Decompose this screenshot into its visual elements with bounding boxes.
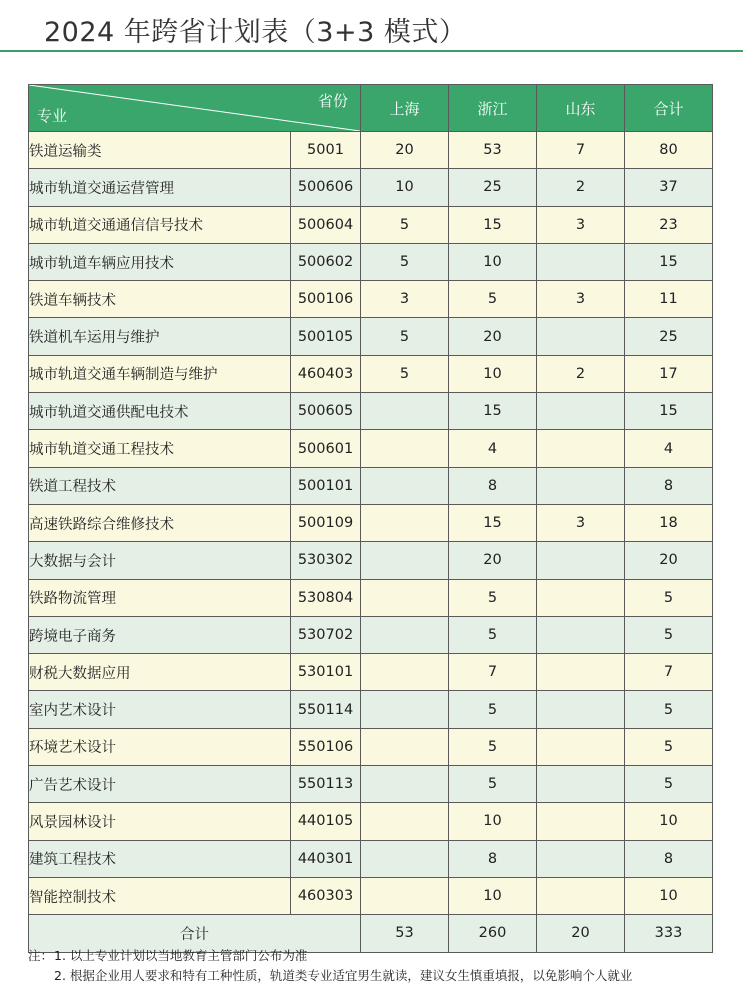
column-header-total: 合计	[625, 85, 713, 132]
column-header-shandong: 山东	[537, 85, 625, 132]
shandong-cell	[537, 654, 625, 691]
major-cell: 跨境电子商务	[29, 616, 291, 653]
province-code-cell: 500101	[291, 467, 361, 504]
province-code-cell: 550114	[291, 691, 361, 728]
major-cell: 城市轨道交通运营管理	[29, 169, 291, 206]
shandong-cell: 3	[537, 504, 625, 541]
zhejiang-cell: 5	[449, 616, 537, 653]
table-row	[29, 467, 713, 504]
total-zhejiang: 260	[449, 915, 537, 952]
row-total-cell: 8	[625, 467, 713, 504]
shanghai-cell: 5	[361, 355, 449, 392]
zhejiang-cell: 10	[449, 355, 537, 392]
total-row-label: 合计	[29, 915, 361, 952]
shanghai-cell	[361, 542, 449, 579]
zhejiang-cell: 8	[449, 467, 537, 504]
major-cell: 室内艺术设计	[29, 691, 291, 728]
major-cell: 铁道工程技术	[29, 467, 291, 504]
shanghai-cell	[361, 877, 449, 914]
column-header-zhejiang: 浙江	[449, 85, 537, 132]
province-code-cell: 500605	[291, 393, 361, 430]
grand-total: 333	[625, 915, 713, 952]
total-shandong: 20	[537, 915, 625, 952]
row-total-cell: 7	[625, 654, 713, 691]
table-row	[29, 169, 713, 206]
zhejiang-cell: 5	[449, 281, 537, 318]
major-axis-label: 专业	[37, 107, 68, 125]
shandong-cell	[537, 691, 625, 728]
major-cell: 大数据与会计	[29, 542, 291, 579]
row-total-cell: 25	[625, 318, 713, 355]
row-total-cell: 5	[625, 579, 713, 616]
zhejiang-cell: 20	[449, 318, 537, 355]
row-total-cell: 80	[625, 132, 713, 169]
row-total-cell: 5	[625, 766, 713, 803]
major-cell: 高速铁路综合维修技术	[29, 504, 291, 541]
shandong-cell	[537, 430, 625, 467]
table-row	[29, 803, 713, 840]
row-total-cell: 20	[625, 542, 713, 579]
province-code-cell: 530101	[291, 654, 361, 691]
row-total-cell: 11	[625, 281, 713, 318]
shandong-cell: 2	[537, 169, 625, 206]
note-item: 1. 以上专业计划以当地教育主管部门公布为准	[54, 948, 308, 963]
shanghai-cell	[361, 803, 449, 840]
major-cell: 城市轨道交通通信信号技术	[29, 206, 291, 243]
shandong-cell	[537, 616, 625, 653]
row-total-cell: 5	[625, 616, 713, 653]
table-row	[29, 654, 713, 691]
page-title: 2024 年跨省计划表（3+3 模式）	[44, 17, 467, 48]
table-row	[29, 877, 713, 914]
province-code-cell: 500109	[291, 504, 361, 541]
zhejiang-cell: 25	[449, 169, 537, 206]
shandong-cell	[537, 579, 625, 616]
diagonal-header-cell	[29, 85, 361, 132]
major-cell: 财税大数据应用	[29, 654, 291, 691]
shandong-cell	[537, 542, 625, 579]
shandong-cell	[537, 766, 625, 803]
shanghai-cell	[361, 654, 449, 691]
table-row	[29, 728, 713, 765]
shandong-cell	[537, 728, 625, 765]
shanghai-cell	[361, 467, 449, 504]
shanghai-cell: 5	[361, 206, 449, 243]
table-row	[29, 281, 713, 318]
major-cell: 风景园林设计	[29, 803, 291, 840]
shandong-cell: 3	[537, 206, 625, 243]
table-body	[29, 132, 713, 915]
zhejiang-cell: 10	[449, 877, 537, 914]
province-code-cell: 5001	[291, 132, 361, 169]
zhejiang-cell: 8	[449, 840, 537, 877]
shanghai-cell	[361, 579, 449, 616]
title-divider	[0, 50, 743, 52]
zhejiang-cell: 5	[449, 579, 537, 616]
plan-table	[28, 84, 713, 953]
row-total-cell: 4	[625, 430, 713, 467]
row-total-cell: 10	[625, 877, 713, 914]
major-cell: 建筑工程技术	[29, 840, 291, 877]
province-code-cell: 530804	[291, 579, 361, 616]
shandong-cell	[537, 877, 625, 914]
zhejiang-cell: 20	[449, 542, 537, 579]
province-code-cell: 440105	[291, 803, 361, 840]
shanghai-cell: 10	[361, 169, 449, 206]
province-axis-label: 省份	[317, 92, 348, 110]
major-cell: 环境艺术设计	[29, 728, 291, 765]
table-header-row	[29, 85, 713, 132]
row-total-cell: 37	[625, 169, 713, 206]
zhejiang-cell: 15	[449, 504, 537, 541]
major-cell: 城市轨道交通工程技术	[29, 430, 291, 467]
zhejiang-cell: 4	[449, 430, 537, 467]
table-row	[29, 318, 713, 355]
shandong-cell: 7	[537, 132, 625, 169]
zhejiang-cell: 5	[449, 728, 537, 765]
shanghai-cell	[361, 504, 449, 541]
total-shanghai: 53	[361, 915, 449, 952]
zhejiang-cell: 10	[449, 803, 537, 840]
table-row	[29, 132, 713, 169]
table-row	[29, 766, 713, 803]
province-code-cell: 460403	[291, 355, 361, 392]
province-code-cell: 460303	[291, 877, 361, 914]
zhejiang-cell: 15	[449, 206, 537, 243]
province-code-cell: 500105	[291, 318, 361, 355]
zhejiang-cell: 15	[449, 393, 537, 430]
province-code-cell: 530702	[291, 616, 361, 653]
notes-prefix: 注：	[28, 948, 54, 963]
zhejiang-cell: 5	[449, 766, 537, 803]
shanghai-cell	[361, 430, 449, 467]
table-row	[29, 355, 713, 392]
shanghai-cell: 5	[361, 243, 449, 280]
shanghai-cell	[361, 728, 449, 765]
row-total-cell: 15	[625, 393, 713, 430]
province-code-cell: 550106	[291, 728, 361, 765]
table-row	[29, 542, 713, 579]
zhejiang-cell: 5	[449, 691, 537, 728]
major-cell: 城市轨道车辆应用技术	[29, 243, 291, 280]
row-total-cell: 15	[625, 243, 713, 280]
major-cell: 城市轨道交通车辆制造与维护	[29, 355, 291, 392]
shanghai-cell	[361, 393, 449, 430]
province-code-cell: 440301	[291, 840, 361, 877]
row-total-cell: 18	[625, 504, 713, 541]
shanghai-cell: 5	[361, 318, 449, 355]
province-code-cell: 500602	[291, 243, 361, 280]
table-row	[29, 691, 713, 728]
row-total-cell: 5	[625, 728, 713, 765]
shanghai-cell: 3	[361, 281, 449, 318]
shandong-cell	[537, 803, 625, 840]
major-cell: 铁道运输类	[29, 132, 291, 169]
major-cell: 广告艺术设计	[29, 766, 291, 803]
province-code-cell: 500106	[291, 281, 361, 318]
shandong-cell	[537, 840, 625, 877]
row-total-cell: 23	[625, 206, 713, 243]
major-cell: 智能控制技术	[29, 877, 291, 914]
table-row	[29, 393, 713, 430]
shandong-cell: 3	[537, 281, 625, 318]
column-header-shanghai: 上海	[361, 85, 449, 132]
shanghai-cell	[361, 766, 449, 803]
row-total-cell: 5	[625, 691, 713, 728]
shandong-cell	[537, 467, 625, 504]
notes-section	[28, 946, 632, 986]
zhejiang-cell: 10	[449, 243, 537, 280]
province-code-cell: 500606	[291, 169, 361, 206]
zhejiang-cell: 53	[449, 132, 537, 169]
shanghai-cell	[361, 691, 449, 728]
major-cell: 城市轨道交通供配电技术	[29, 393, 291, 430]
row-total-cell: 8	[625, 840, 713, 877]
row-total-cell: 10	[625, 803, 713, 840]
zhejiang-cell: 7	[449, 654, 537, 691]
table-row	[29, 243, 713, 280]
note-item: 2. 根据企业用人要求和特有工种性质，轨道类专业适宜男生就读，建议女生慎重填报，以免影响个人就业	[54, 968, 633, 983]
major-cell: 铁道车辆技术	[29, 281, 291, 318]
province-code-cell: 500604	[291, 206, 361, 243]
province-code-cell: 530302	[291, 542, 361, 579]
table-row	[29, 616, 713, 653]
table-row	[29, 430, 713, 467]
major-cell: 铁道机车运用与维护	[29, 318, 291, 355]
shanghai-cell: 20	[361, 132, 449, 169]
shandong-cell: 2	[537, 355, 625, 392]
shanghai-cell	[361, 840, 449, 877]
table-row	[29, 840, 713, 877]
shandong-cell	[537, 318, 625, 355]
shandong-cell	[537, 243, 625, 280]
province-code-cell: 500601	[291, 430, 361, 467]
table-row	[29, 579, 713, 616]
table-row	[29, 206, 713, 243]
province-code-cell: 550113	[291, 766, 361, 803]
shanghai-cell	[361, 616, 449, 653]
diagonal-line	[29, 85, 360, 131]
major-cell: 铁路物流管理	[29, 579, 291, 616]
table-row	[29, 504, 713, 541]
row-total-cell: 17	[625, 355, 713, 392]
shandong-cell	[537, 393, 625, 430]
